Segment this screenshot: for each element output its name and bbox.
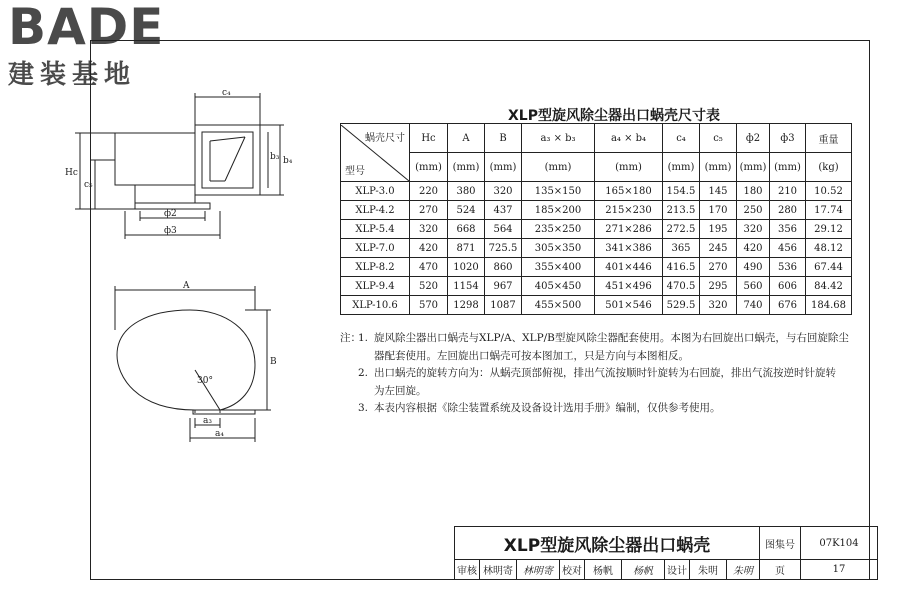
dim-angle: 30° [197,376,213,386]
table-cell: 341×386 [595,239,663,258]
model-cell: XLP-4.2 [341,201,410,220]
table-cell: 725.5 [485,239,522,258]
table-row [341,296,852,315]
table-cell: 405×450 [522,277,595,296]
review-name: 林明寄 [480,560,517,580]
dim-a4: a₄ [215,429,224,439]
dim-b4: b₄ [283,156,293,166]
col-header: A [448,124,485,153]
table-cell: 280 [770,201,806,220]
check-label: 校对 [560,560,585,580]
table-cell: 210 [770,182,806,201]
table-cell: 295 [700,277,737,296]
table-cell: 606 [770,277,806,296]
note-line: 为左回旋。 [374,384,427,397]
table-cell: 215×230 [595,201,663,220]
col-header: ф2 [737,124,770,153]
table-cell: 570 [410,296,448,315]
col-unit: (mm) [700,153,737,182]
model-cell: XLP-7.0 [341,239,410,258]
table-cell: 524 [448,201,485,220]
dimension-table [340,123,852,315]
col-header: 重量 [806,124,852,153]
plan-view-drawing [95,280,295,450]
table-cell: 560 [737,277,770,296]
table-cell: 420 [737,239,770,258]
table-cell: 451×496 [595,277,663,296]
col-unit: (mm) [737,153,770,182]
table-cell: 529.5 [663,296,700,315]
table-cell: 270 [700,258,737,277]
col-header: a₃ × b₃ [522,124,595,153]
dim-phi3: ф3 [164,226,177,236]
table-row [341,220,852,239]
table-cell: 29.12 [806,220,852,239]
table-cell: 676 [770,296,806,315]
col-unit: (mm) [485,153,522,182]
model-cell: XLP-3.0 [341,182,410,201]
col-header: c₅ [700,124,737,153]
table-cell: 470 [410,258,448,277]
table-cell: 501×546 [595,296,663,315]
model-cell: XLP-5.4 [341,220,410,239]
col-unit: (mm) [448,153,485,182]
table-cell: 470.5 [663,277,700,296]
table-cell: 245 [700,239,737,258]
elevation-view-drawing [60,85,320,265]
note-number: 2. [358,367,369,379]
table-row [341,239,852,258]
table-title: XLP型旋风除尘器出口蜗壳尺寸表 [508,108,720,124]
table-cell: 355×400 [522,258,595,277]
table-cell: 668 [448,220,485,239]
table-cell: 356 [770,220,806,239]
col-unit: (mm) [663,153,700,182]
table-cell: 235×250 [522,220,595,239]
drawing-title: XLP型旋风除尘器出口蜗壳 [455,527,760,560]
table-cell: 270 [410,201,448,220]
col-header: a₄ × b₄ [595,124,663,153]
table-cell: 271×286 [595,220,663,239]
table-cell: 17.74 [806,201,852,220]
table-cell: 272.5 [663,220,700,239]
atlas-label: 图集号 [760,527,801,560]
table-cell: 320 [700,296,737,315]
table-cell: 185×200 [522,201,595,220]
table-cell: 365 [663,239,700,258]
table-cell: 213.5 [663,201,700,220]
model-cell: XLP-9.4 [341,277,410,296]
model-cell: XLP-8.2 [341,258,410,277]
table-cell: 135×150 [522,182,595,201]
table-cell: 520 [410,277,448,296]
table-cell: 1020 [448,258,485,277]
table-cell: 165×180 [595,182,663,201]
table-cell: 860 [485,258,522,277]
table-cell: 154.5 [663,182,700,201]
table-cell: 437 [485,201,522,220]
dim-c5: c₅ [84,180,93,190]
table-cell: 195 [700,220,737,239]
col-unit: (mm) [522,153,595,182]
note-line: 器配套使用。左回旋出口蜗壳可按本图加工，只是方向与本图相反。 [374,349,689,362]
notes-section [340,330,860,418]
table-cell: 490 [737,258,770,277]
title-block [454,526,878,580]
col-header: Hc [410,124,448,153]
col-unit: (mm) [595,153,663,182]
table-cell: 380 [448,182,485,201]
dim-a3: a₃ [203,416,212,426]
check-name: 杨帆 [585,560,622,580]
table-row [341,258,852,277]
review-label: 审核 [455,560,480,580]
table-cell: 1087 [485,296,522,315]
table-cell: 455×500 [522,296,595,315]
review-signature: 林明寄 [517,560,560,580]
table-cell: 536 [770,258,806,277]
col-unit: (mm) [410,153,448,182]
page-number: 17 [801,560,878,580]
table-row [341,201,852,220]
col-unit: (kg) [806,153,852,182]
table-row [341,277,852,296]
table-cell: 320 [737,220,770,239]
brand-logo: BADE [8,0,165,56]
table-cell: 416.5 [663,258,700,277]
table-cell: 564 [485,220,522,239]
table-cell: 48.12 [806,239,852,258]
table-cell: 145 [700,182,737,201]
check-signature: 杨帆 [622,560,665,580]
dim-phi2: ф2 [164,209,177,219]
table-cell: 220 [410,182,448,201]
dim-c4: c₄ [222,88,231,98]
corner-top-label: 蜗壳尺寸 [365,132,405,144]
note-number: 3. [358,402,369,414]
design-label: 设计 [665,560,690,580]
table-cell: 320 [485,182,522,201]
table-cell: 320 [410,220,448,239]
design-signature: 朱明 [727,560,760,580]
col-header: ф3 [770,124,806,153]
table-corner-header [341,124,410,182]
table-cell: 740 [737,296,770,315]
corner-bottom-label: 型号 [345,165,365,177]
note-line: 出口蜗壳的旋转方向为：从蜗壳顶部俯视，排出气流按顺时针旋转为右回旋，排出气流按逆时针旋转 [374,367,836,379]
note-line: 本表内容根据《除尘装置系统及设备设计选用手册》编制，仅供参考使用。 [374,402,721,414]
dim-A: A [183,281,190,291]
dim-B: B [270,357,277,367]
table-cell: 170 [700,201,737,220]
table-cell: 67.44 [806,258,852,277]
table-cell: 84.42 [806,277,852,296]
table-cell: 184.68 [806,296,852,315]
table-cell: 1154 [448,277,485,296]
col-header: B [485,124,522,153]
page-label: 页 [760,560,801,580]
table-cell: 456 [770,239,806,258]
col-unit: (mm) [770,153,806,182]
table-cell: 401×446 [595,258,663,277]
table-cell: 871 [448,239,485,258]
dim-b3: b₃ [270,152,280,162]
col-header: c₄ [663,124,700,153]
table-cell: 250 [737,201,770,220]
note-line: 旋风除尘器出口蜗壳与XLP/A、XLP/B型旋风除尘器配套使用。本图为右回旋出口蜗壳，与右回旋除尘 [374,332,849,344]
notes-label: 注： [340,332,361,344]
table-row [341,182,852,201]
model-cell: XLP-10.6 [341,296,410,315]
table-cell: 967 [485,277,522,296]
atlas-number: 07K104 [801,527,878,560]
table-cell: 1298 [448,296,485,315]
brand-subtitle: 建装基地 [8,60,137,90]
table-cell: 305×350 [522,239,595,258]
table-cell: 420 [410,239,448,258]
note-number: 1. [358,332,369,344]
dim-hc: Hc [65,168,78,178]
design-name: 朱明 [690,560,727,580]
table-cell: 180 [737,182,770,201]
table-cell: 10.52 [806,182,852,201]
